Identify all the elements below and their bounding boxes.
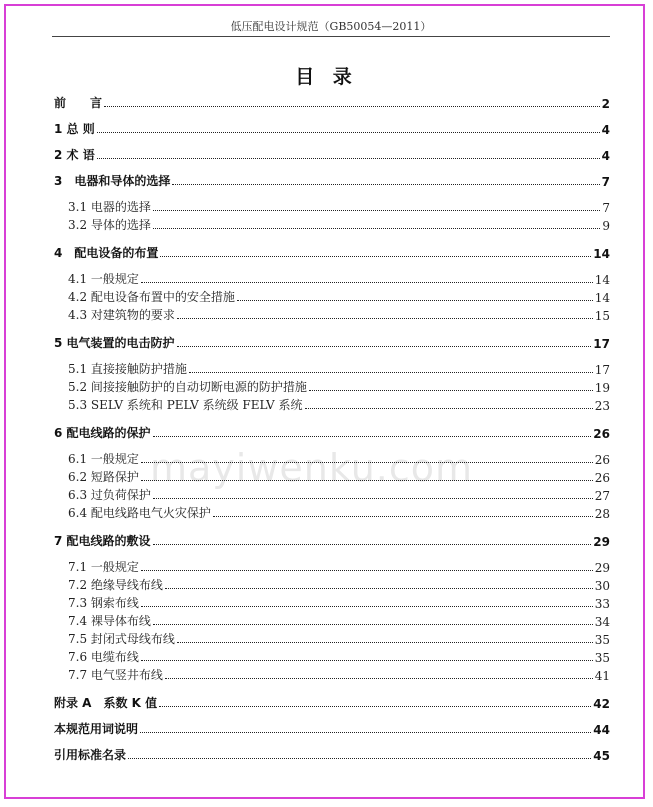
- dot-leader: [177, 318, 593, 319]
- running-header: 低压配电设计规范（GB50054—2011）: [52, 18, 610, 37]
- page-title: 目 录: [295, 66, 358, 88]
- toc-section-entry[interactable]: [54, 593, 610, 611]
- toc-section-entry[interactable]: [54, 359, 610, 377]
- dot-leader: [153, 498, 593, 499]
- toc-chapter-entry[interactable]: [54, 423, 610, 441]
- dot-leader: [141, 480, 593, 481]
- dot-leader: [97, 132, 600, 133]
- toc-entry-label: 7.7 电气竖井布线: [68, 668, 163, 682]
- toc-section-entry[interactable]: [54, 377, 610, 395]
- toc-section-entry[interactable]: [54, 647, 610, 665]
- toc-entry-page-number: 15: [594, 309, 610, 323]
- toc-entry-label: 4.2 配电设备布置中的安全措施: [68, 290, 235, 304]
- toc-entry-label: 7.1 一般规定: [68, 560, 139, 574]
- dot-leader: [153, 624, 593, 625]
- toc-entry-label: 5.1 直接接触防护措施: [68, 362, 187, 376]
- toc-chapter-entry[interactable]: [54, 333, 610, 351]
- toc-entry-page-number: 4: [601, 123, 610, 137]
- toc-entry-page-number: 26: [594, 471, 610, 485]
- toc-entry-label: 6.2 短路保护: [68, 470, 139, 484]
- toc-section-entry[interactable]: [54, 485, 610, 503]
- toc-entry-page-number: 27: [594, 489, 610, 503]
- dot-leader: [141, 660, 593, 661]
- toc-entry-label: 7.6 电缆布线: [68, 650, 139, 664]
- dot-leader: [128, 758, 591, 759]
- toc-section-entry[interactable]: [54, 197, 610, 215]
- dot-leader: [172, 184, 599, 185]
- toc-section-entry[interactable]: [54, 629, 610, 647]
- toc-section-entry[interactable]: [54, 503, 610, 521]
- dot-leader: [159, 706, 591, 707]
- toc-entry-label: 6.1 一般规定: [68, 452, 139, 466]
- toc-entry-page-number: 29: [593, 535, 610, 549]
- dot-leader: [165, 588, 593, 589]
- toc-section-entry[interactable]: [54, 449, 610, 467]
- toc-entry-page-number: 28: [594, 507, 610, 521]
- toc-entry-page-number: 14: [594, 291, 610, 305]
- toc-section-entry[interactable]: [54, 557, 610, 575]
- dot-leader: [160, 256, 591, 257]
- dot-leader: [104, 106, 600, 107]
- toc-chapter-entry[interactable]: [54, 243, 610, 261]
- toc-entry-label: 7.3 钢索布线: [68, 596, 139, 610]
- toc-section-entry[interactable]: [54, 575, 610, 593]
- dot-leader: [309, 390, 593, 391]
- toc-entry-page-number: 30: [594, 579, 610, 593]
- toc-chapter-entry[interactable]: [54, 745, 610, 763]
- toc-entry-page-number: 17: [593, 337, 610, 351]
- toc-entry-page-number: 42: [593, 697, 610, 711]
- dot-leader: [165, 678, 593, 679]
- dot-leader: [177, 642, 593, 643]
- toc-entry-page-number: 29: [594, 561, 610, 575]
- toc-entry-label: 5.3 SELV 系统和 PELV 系统级 FELV 系统: [68, 398, 303, 412]
- toc-entry-label: 前 言: [54, 96, 103, 110]
- toc-chapter-entry[interactable]: [54, 93, 610, 111]
- dot-leader: [177, 346, 592, 347]
- toc-entry-label: 引用标准名录: [54, 748, 127, 762]
- toc-chapter-entry[interactable]: [54, 531, 610, 549]
- toc-section-entry[interactable]: [54, 611, 610, 629]
- toc-entry-label: 6.4 配电线路电气火灾保护: [68, 506, 211, 520]
- toc-section-entry[interactable]: [54, 467, 610, 485]
- dot-leader: [153, 436, 592, 437]
- toc-entry-page-number: 33: [594, 597, 610, 611]
- toc-entry-label: 3.2 导体的选择: [68, 218, 151, 232]
- toc-entry-label: 5.2 间接接触防护的自动切断电源的防护措施: [68, 380, 307, 394]
- toc-entry-label: 6.3 过负荷保护: [68, 488, 151, 502]
- toc-entry-label: 7.5 封闭式母线布线: [68, 632, 175, 646]
- toc-entry-page-number: 44: [593, 723, 610, 737]
- dot-leader: [141, 606, 593, 607]
- toc-section-entry[interactable]: [54, 269, 610, 287]
- toc-entry-page-number: 35: [594, 633, 610, 647]
- dot-leader: [153, 544, 592, 545]
- toc-entry-page-number: 7: [602, 201, 610, 215]
- dot-leader: [141, 282, 593, 283]
- dot-leader: [153, 228, 600, 229]
- toc-entry-label: 7 配电线路的敷设: [54, 534, 151, 548]
- toc-entry-label: 5 电气装置的电击防护: [54, 336, 175, 350]
- toc-entry-label: 6 配电线路的保护: [54, 426, 151, 440]
- dot-leader: [213, 516, 593, 517]
- toc-chapter-entry[interactable]: [54, 145, 610, 163]
- toc-entry-label: 附录 A 系数 K 值: [54, 696, 158, 710]
- toc-entry-page-number: 26: [593, 427, 610, 441]
- toc-entry-label: 4.1 一般规定: [68, 272, 139, 286]
- toc-section-entry[interactable]: [54, 287, 610, 305]
- toc-entry-page-number: 23: [594, 399, 610, 413]
- dot-leader: [237, 300, 593, 301]
- toc-entry-page-number: 14: [593, 247, 610, 261]
- toc-entry-label: 7.2 绝缘导线布线: [68, 578, 163, 592]
- toc-entry-label: 3 电器和导体的选择: [54, 174, 171, 188]
- toc-entry-label: 4 配电设备的布置: [54, 246, 159, 260]
- toc-entry-page-number: 7: [601, 175, 610, 189]
- watermark: mayiwenku.com: [150, 446, 474, 490]
- toc-chapter-entry[interactable]: [54, 693, 610, 711]
- toc-entry-page-number: 45: [593, 749, 610, 763]
- dot-leader: [140, 732, 591, 733]
- toc-section-entry[interactable]: [54, 395, 610, 413]
- toc-chapter-entry[interactable]: [54, 719, 610, 737]
- toc-entry-page-number: 35: [594, 651, 610, 665]
- toc-chapter-entry[interactable]: [54, 119, 610, 137]
- toc-section-entry[interactable]: [54, 665, 610, 683]
- toc-entry-page-number: 19: [594, 381, 610, 395]
- toc-entry-page-number: 26: [594, 453, 610, 467]
- dot-leader: [305, 408, 593, 409]
- toc-entry-page-number: 41: [594, 669, 610, 683]
- toc-entry-page-number: 2: [601, 97, 610, 111]
- toc-entry-label: 4.3 对建筑物的要求: [68, 308, 175, 322]
- dot-leader: [189, 372, 593, 373]
- toc-entry-label: 2 术 语: [54, 148, 95, 162]
- toc-entry-page-number: 14: [594, 273, 610, 287]
- toc-entry-label: 7.4 裸导体布线: [68, 614, 151, 628]
- toc-section-entry[interactable]: [54, 305, 610, 323]
- toc-entry-page-number: 9: [602, 219, 610, 233]
- toc-section-entry[interactable]: [54, 215, 610, 233]
- toc-entry-label: 1 总 则: [54, 122, 95, 136]
- toc-entry-label: 3.1 电器的选择: [68, 200, 151, 214]
- toc-chapter-entry[interactable]: [54, 171, 610, 189]
- dot-leader: [97, 158, 600, 159]
- toc-entry-page-number: 17: [594, 363, 610, 377]
- dot-leader: [141, 462, 593, 463]
- dot-leader: [153, 210, 600, 211]
- dot-leader: [141, 570, 593, 571]
- toc-entry-page-number: 4: [601, 149, 610, 163]
- toc-entry-label: 本规范用词说明: [54, 722, 139, 736]
- toc-entry-page-number: 34: [594, 615, 610, 629]
